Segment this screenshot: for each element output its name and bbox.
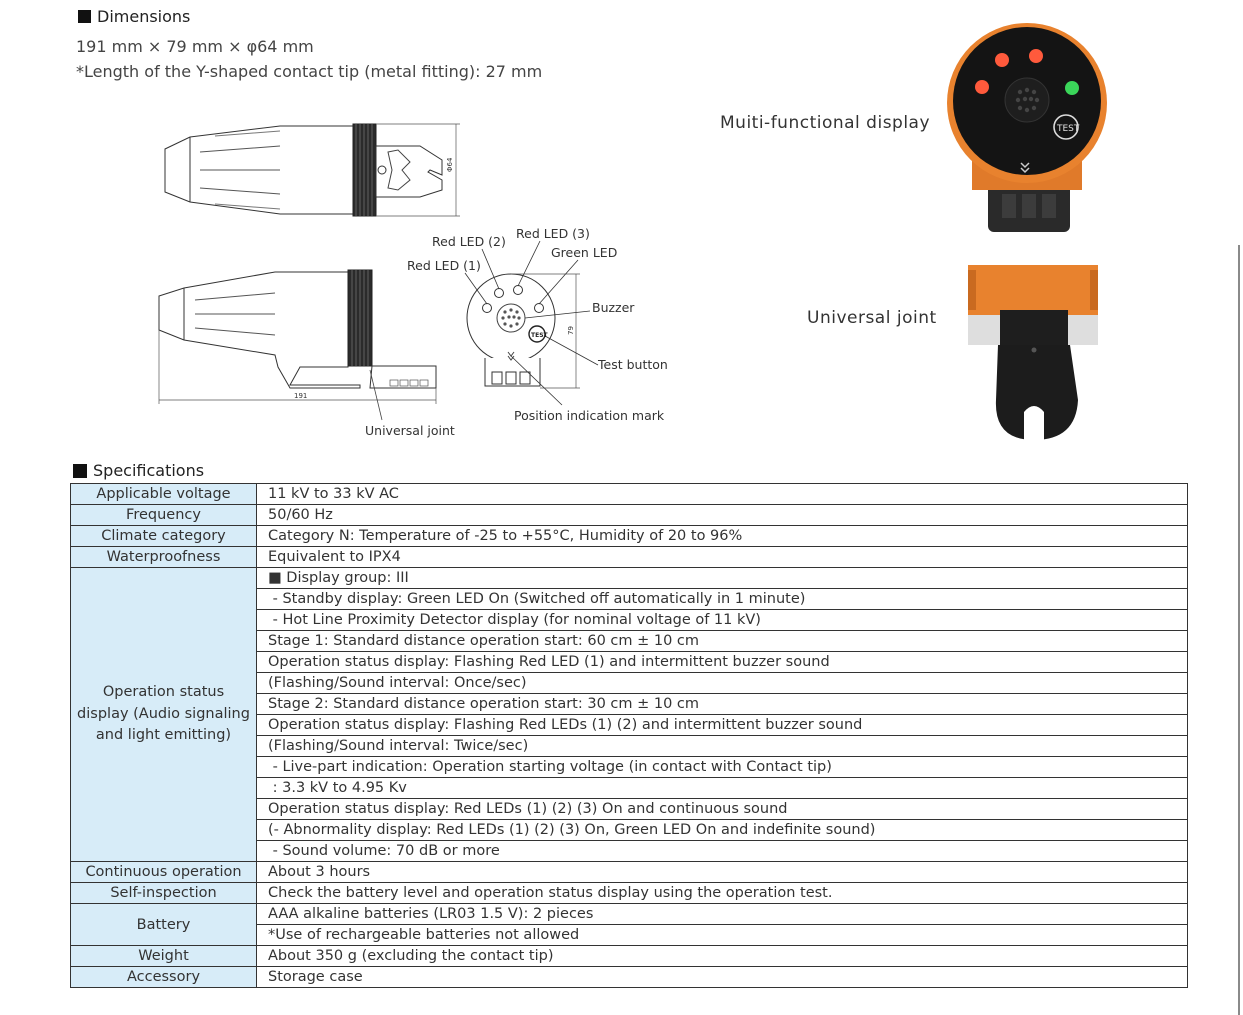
- spec-value-cell: Operation status display: Red LEDs (1) (2) (3) On and continuous sound: [257, 799, 1188, 820]
- label-red-led-3: Red LED (3): [516, 226, 590, 241]
- table-row: [71, 505, 1188, 526]
- spec-value-cell: 50/60 Hz: [257, 505, 1188, 526]
- spec-value-cell: Stage 2: Standard distance operation start: 30 cm ± 10 cm: [257, 694, 1188, 715]
- spec-header-cell: Battery: [71, 904, 257, 946]
- spec-value-cell: ■ Display group: III: [257, 568, 1188, 589]
- spec-value-cell: Storage case: [257, 967, 1188, 988]
- photo-test-text: TEST: [1057, 124, 1080, 134]
- dim-phi64: Φ64: [446, 157, 454, 172]
- table-row: [71, 967, 1188, 988]
- table-row: [71, 484, 1188, 505]
- display-photo-label: Muiti-functional display: [720, 113, 931, 133]
- dimensions-note: *Length of the Y-shaped contact tip (metal fitting): 27 mm: [76, 62, 543, 81]
- front-view-drawing: [465, 241, 598, 405]
- spec-header-cell: Operation status display (Audio signaling and light emitting): [71, 568, 257, 862]
- table-row: [71, 946, 1188, 967]
- square-bullet-icon: [78, 10, 91, 23]
- table-row: [71, 883, 1188, 904]
- spec-value-cell: Stage 1: Standard distance operation start: 60 cm ± 10 cm: [257, 631, 1188, 652]
- spec-value-cell: 11 kV to 33 kV AC: [257, 484, 1188, 505]
- spec-value-cell: - Standby display: Green LED On (Switched off automatically in 1 minute): [257, 589, 1188, 610]
- spec-value-cell: About 3 hours: [257, 862, 1188, 883]
- technical-drawing: [150, 110, 690, 440]
- spec-value-cell: (Flashing/Sound interval: Once/sec): [257, 673, 1188, 694]
- spec-value-cell: Check the battery level and operation status display using the operation test.: [257, 883, 1188, 904]
- table-row: [71, 904, 1188, 925]
- dim-79: 79: [567, 326, 575, 335]
- label-position-mark: Position indication mark: [514, 408, 665, 423]
- spec-value-cell: About 350 g (excluding the contact tip): [257, 946, 1188, 967]
- spec-value-cell: (Flashing/Sound interval: Twice/sec): [257, 736, 1188, 757]
- universal-joint-photo: [965, 262, 1100, 447]
- specifications-heading: [73, 461, 204, 480]
- spec-header-cell: Climate category: [71, 526, 257, 547]
- specifications-title: Specifications: [93, 461, 205, 480]
- dimensions-title: Dimensions: [97, 7, 191, 26]
- table-row: [71, 568, 1188, 589]
- table-row: [71, 547, 1188, 568]
- spec-header-cell: Accessory: [71, 967, 257, 988]
- label-test-button: Test button: [598, 357, 668, 372]
- top-view-drawing: [165, 124, 460, 216]
- square-bullet-icon: [73, 464, 87, 478]
- spec-header-cell: Continuous operation: [71, 862, 257, 883]
- spec-value-cell: Operation status display: Flashing Red LED (1) and intermittent buzzer sound: [257, 652, 1188, 673]
- joint-photo-label: Universal joint: [807, 308, 937, 328]
- label-green-led: Green LED: [551, 245, 618, 260]
- dimensions-size: 191 mm × 79 mm × φ64 mm: [76, 37, 314, 56]
- spec-value-cell: AAA alkaline batteries (LR03 1.5 V): 2 pieces: [257, 904, 1188, 925]
- label-red-led-2: Red LED (2): [432, 234, 506, 249]
- spec-header-cell: Weight: [71, 946, 257, 967]
- dim-191: 191: [294, 392, 308, 400]
- table-row: [71, 526, 1188, 547]
- spec-header-cell: Self-inspection: [71, 883, 257, 904]
- spec-value-cell: - Live-part indication: Operation starting voltage (in contact with Contact tip): [257, 757, 1188, 778]
- spec-value-cell: (- Abnormality display: Red LEDs (1) (2) (3) On, Green LED On and indefinite sound): [257, 820, 1188, 841]
- label-buzzer: Buzzer: [592, 300, 635, 315]
- drawing-test-text: TEST: [531, 332, 548, 339]
- spec-value-cell: Operation status display: Flashing Red LEDs (1) (2) and intermittent buzzer sound: [257, 715, 1188, 736]
- table-row: [71, 862, 1188, 883]
- label-universal-joint: Universal joint: [365, 423, 455, 438]
- spec-value-cell: - Hot Line Proximity Detector display (for nominal voltage of 11 kV): [257, 610, 1188, 631]
- specifications-table: [70, 483, 1188, 988]
- spec-header-cell: Waterproofness: [71, 547, 257, 568]
- label-red-led-1: Red LED (1): [407, 258, 481, 273]
- spec-value-cell: Equivalent to IPX4: [257, 547, 1188, 568]
- spec-value-cell: : 3.3 kV to 4.95 Kv: [257, 778, 1188, 799]
- display-photo: [945, 22, 1110, 237]
- spec-header-cell: Frequency: [71, 505, 257, 526]
- spec-value-cell: Category N: Temperature of -25 to +55°C, Humidity of 20 to 96%: [257, 526, 1188, 547]
- spec-value-cell: - Sound volume: 70 dB or more: [257, 841, 1188, 862]
- spec-header-cell: Applicable voltage: [71, 484, 257, 505]
- spec-value-cell: *Use of rechargeable batteries not allowed: [257, 925, 1188, 946]
- dimensions-heading: [78, 7, 190, 26]
- page-edge-line: [1238, 245, 1240, 1015]
